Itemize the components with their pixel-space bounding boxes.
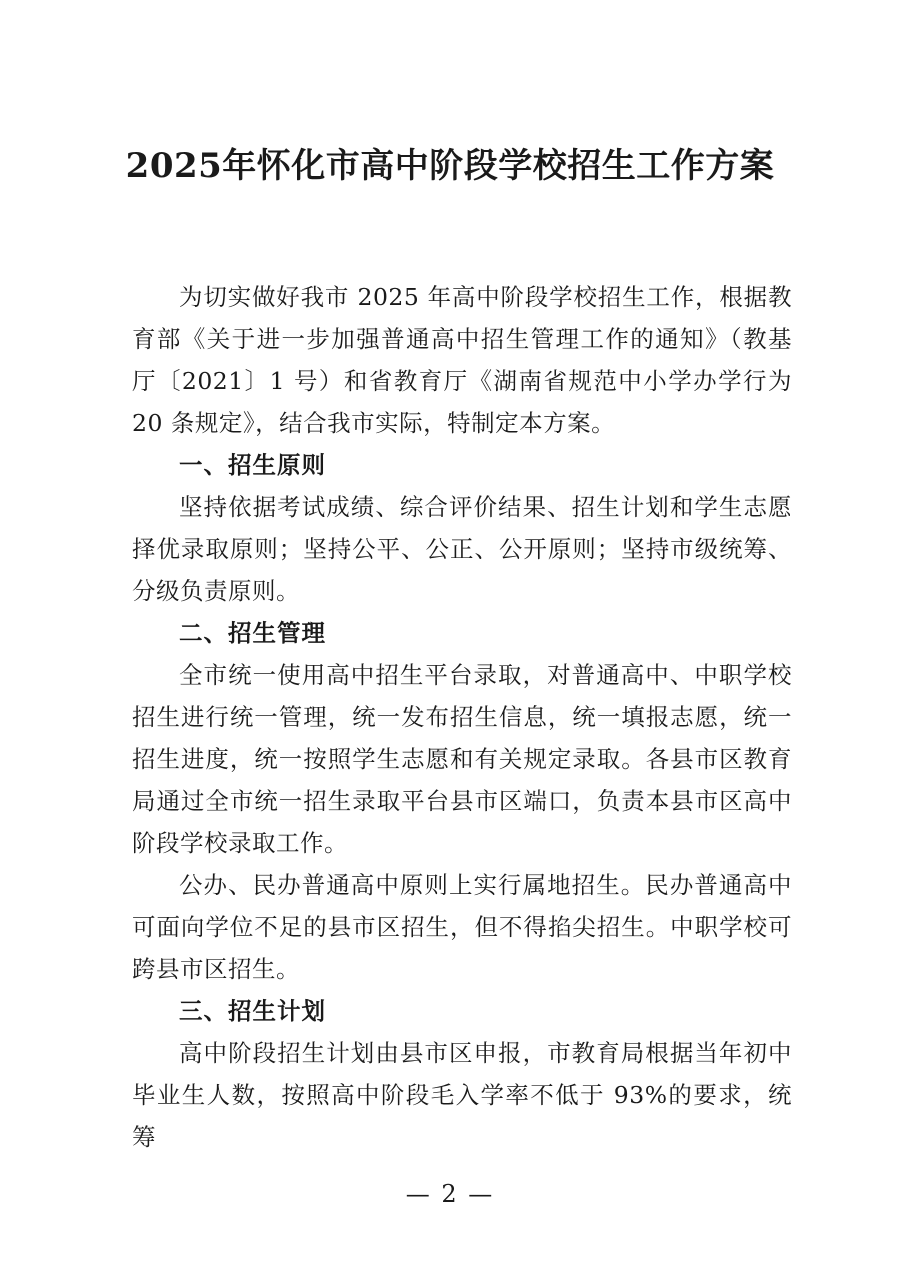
management-paragraph-1: 全市统一使用高中招生平台录取，对普通高中、中职学校招生进行统一管理，统一发布招生信息，统一填报志愿，统一招生进度，统一按照学生志愿和有关规定录取。各县市区教育局通过全市统一招生录取平台县市区端口，负责本县市区高中阶段学校录取工作。 — [132, 661, 792, 857]
section-heading-plan: 三、招生计划 — [179, 997, 326, 1025]
intro-paragraph: 为切实做好我市 2025 年高中阶段学校招生工作，根据教育部《关于进一步加强普通高中招生管理工作的通知》（教基厅〔2021〕1 号）和省教育厅《湖南省规范中小学办学行为 20 条规定》，结合我市实际，特制定本方案。 — [132, 283, 792, 437]
section-heading-principles: 一、招生原则 — [179, 451, 326, 479]
document-title: 2025年怀化市高中阶段学校招生工作方案 — [125, 146, 775, 186]
document-body — [132, 276, 792, 1158]
management-paragraph-2: 公办、民办普通高中原则上实行属地招生。民办普通高中可面向学位不足的县市区招生，但不得掐尖招生。中职学校可跨县市区招生。 — [132, 871, 792, 983]
section-heading-management: 二、招生管理 — [179, 619, 326, 647]
page-number: — 2 — — [405, 1180, 495, 1208]
plan-paragraph: 高中阶段招生计划由县市区申报，市教育局根据当年初中毕业生人数，按照高中阶段毛入学率不低于 93%的要求，统筹 — [132, 1039, 792, 1151]
principles-paragraph: 坚持依据考试成绩、综合评价结果、招生计划和学生志愿择优录取原则；坚持公平、公正、公开原则；坚持市级统筹、分级负责原则。 — [132, 493, 792, 605]
